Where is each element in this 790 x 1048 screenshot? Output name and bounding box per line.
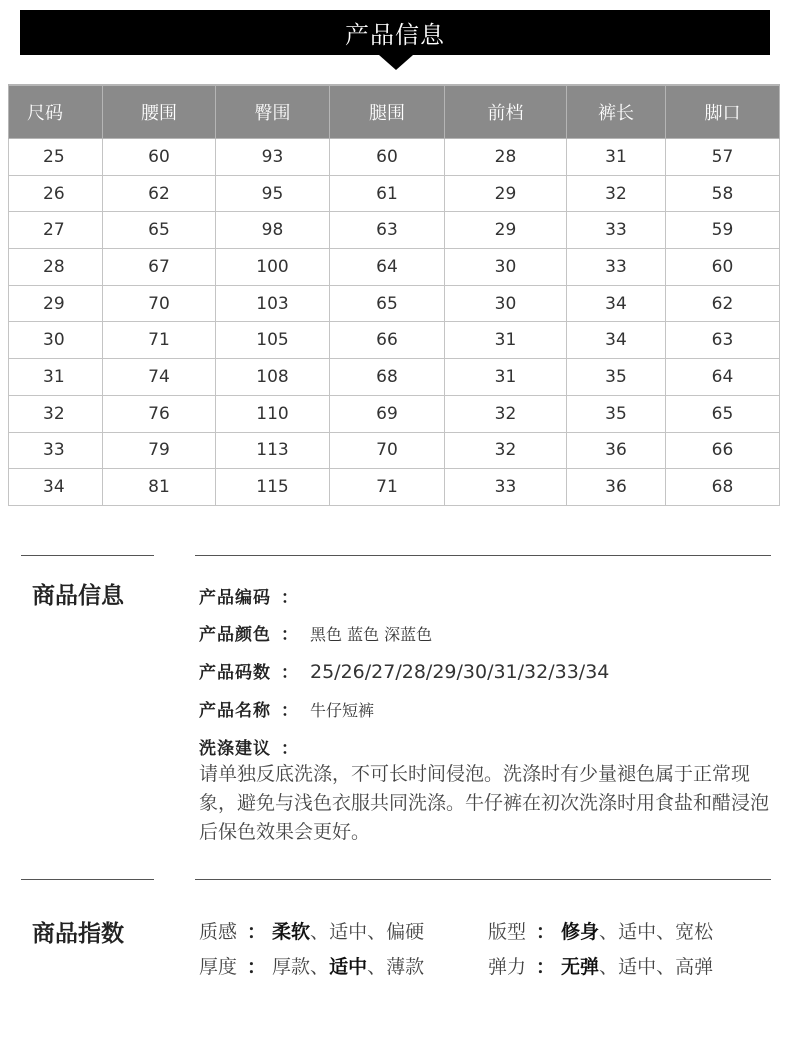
header-front-rise: 前档 [445,85,567,139]
product-index-title: 商品指数 [32,921,124,947]
wash-advice-text: 请单独反底洗涤，不可长时间侵泡。洗涤时有少量褪色属于正常现象，避免与浅色衣服共同洗涤。牛仔裤在初次洗涤时用食盐和醋浸泡后保色效果会更好。 [199,763,770,843]
table-cell: 28 [9,249,103,286]
table-cell: 32 [567,175,666,212]
header-thigh: 腿围 [330,85,445,139]
table-cell: 33 [567,249,666,286]
texture-attribute [199,917,424,944]
table-row [9,175,780,212]
table-cell: 25 [9,139,103,176]
table-cell: 79 [103,432,216,469]
table-cell: 103 [216,285,330,322]
table-cell: 36 [567,469,666,506]
table-cell: 32 [445,432,567,469]
product-code-row [199,583,310,608]
product-sizes-value: 25/26/27/28/29/30/31/32/33/34 [310,661,610,683]
table-cell: 93 [216,139,330,176]
product-sizes-row [199,658,609,683]
table-cell: 105 [216,322,330,359]
table-row [9,249,780,286]
table-cell: 31 [445,322,567,359]
table-row [9,469,780,506]
texture-option-selected: 柔软 [272,921,311,943]
product-color-row [199,620,432,645]
separator: 、 [310,921,330,943]
table-row [9,432,780,469]
separator: 、 [310,956,330,978]
table-cell: 57 [666,139,780,176]
table-cell: 70 [103,285,216,322]
colon: ： [281,588,298,608]
divider-short [21,879,154,880]
table-row [9,322,780,359]
product-color-value: 黑色 蓝色 深蓝色 [310,625,433,644]
separator: 、 [367,956,387,978]
thickness-option: 薄款 [386,956,425,978]
table-cell: 32 [445,395,567,432]
table-cell: 35 [567,395,666,432]
colon: ： [281,739,298,759]
table-cell: 95 [216,175,330,212]
table-cell: 70 [330,432,445,469]
table-row [9,285,780,322]
table-cell: 110 [216,395,330,432]
table-cell: 60 [666,249,780,286]
table-cell: 76 [103,395,216,432]
product-name-label: 产品名称 [199,701,271,721]
table-header-row [9,85,780,139]
product-info-title: 商品信息 [32,583,124,609]
colon: ： [536,956,556,978]
separator: 、 [599,956,619,978]
elasticity-option: 高弹 [675,956,714,978]
wash-advice-row [199,734,310,759]
table-cell: 98 [216,212,330,249]
table-row [9,359,780,396]
table-cell: 61 [330,175,445,212]
table-cell: 33 [567,212,666,249]
table-cell: 69 [330,395,445,432]
table-cell: 63 [666,322,780,359]
table-cell: 65 [666,395,780,432]
header-leg-opening: 脚口 [666,85,780,139]
thickness-label: 厚度 [199,956,238,978]
header-hip: 臀围 [216,85,330,139]
table-cell: 34 [567,322,666,359]
table-cell: 59 [666,212,780,249]
table-row [9,395,780,432]
table-cell: 34 [9,469,103,506]
fit-option-selected: 修身 [561,921,600,943]
table-cell: 33 [445,469,567,506]
product-code-label: 产品编码 [199,588,271,608]
table-cell: 60 [330,139,445,176]
elasticity-option: 适中 [618,956,657,978]
table-cell: 62 [103,175,216,212]
table-cell: 36 [567,432,666,469]
header-waist: 腰围 [103,85,216,139]
divider-long [195,555,771,556]
table-row [9,139,780,176]
table-cell: 26 [9,175,103,212]
fit-option: 适中 [618,921,657,943]
table-row [9,212,780,249]
table-cell: 68 [330,359,445,396]
texture-option: 适中 [329,921,368,943]
table-cell: 30 [445,249,567,286]
table-cell: 31 [9,359,103,396]
table-cell: 66 [666,432,780,469]
table-cell: 100 [216,249,330,286]
table-cell: 64 [666,359,780,396]
colon: ： [536,921,556,943]
table-cell: 29 [445,212,567,249]
header-length: 裤长 [567,85,666,139]
divider-short [21,555,154,556]
table-cell: 29 [445,175,567,212]
texture-label: 质感 [199,921,238,943]
table-cell: 64 [330,249,445,286]
table-cell: 113 [216,432,330,469]
table-cell: 31 [567,139,666,176]
colon: ： [281,663,298,683]
table-cell: 33 [9,432,103,469]
colon: ： [247,956,267,978]
table-cell: 63 [330,212,445,249]
colon: ： [247,921,267,943]
section-banner [20,10,770,55]
thickness-option: 厚款 [272,956,311,978]
table-cell: 27 [9,212,103,249]
table-cell: 34 [567,285,666,322]
colon: ： [281,625,298,645]
header-size: 尺码 [9,85,103,139]
product-sizes-label: 产品码数 [199,663,271,683]
banner-title: 产品信息 [345,21,445,49]
table-cell: 62 [666,285,780,322]
separator: 、 [367,921,387,943]
elasticity-label: 弹力 [488,956,527,978]
separator: 、 [656,921,676,943]
elasticity-option-selected: 无弹 [561,956,600,978]
table-cell: 81 [103,469,216,506]
table-cell: 115 [216,469,330,506]
fit-attribute [488,917,713,944]
table-cell: 74 [103,359,216,396]
banner-arrow-icon [379,55,413,70]
table-cell: 30 [9,322,103,359]
table-cell: 29 [9,285,103,322]
fit-option: 宽松 [675,921,714,943]
table-cell: 31 [445,359,567,396]
colon: ： [281,701,298,721]
table-cell: 32 [9,395,103,432]
product-name-row [199,696,374,721]
table-cell: 30 [445,285,567,322]
fit-label: 版型 [488,921,527,943]
table-cell: 68 [666,469,780,506]
texture-option: 偏硬 [386,921,425,943]
table-cell: 71 [330,469,445,506]
table-cell: 67 [103,249,216,286]
table-cell: 60 [103,139,216,176]
separator: 、 [599,921,619,943]
table-cell: 66 [330,322,445,359]
size-chart-table [8,84,780,506]
table-cell: 58 [666,175,780,212]
product-color-label: 产品颜色 [199,625,271,645]
thickness-option-selected: 适中 [329,956,368,978]
table-cell: 65 [103,212,216,249]
thickness-attribute [199,952,424,979]
elasticity-attribute [488,952,713,979]
separator: 、 [656,956,676,978]
table-cell: 35 [567,359,666,396]
table-cell: 65 [330,285,445,322]
table-cell: 108 [216,359,330,396]
product-name-value: 牛仔短裤 [310,701,375,720]
table-cell: 71 [103,322,216,359]
table-cell: 28 [445,139,567,176]
divider-long [195,879,771,880]
wash-advice-label: 洗涤建议 [199,739,271,759]
